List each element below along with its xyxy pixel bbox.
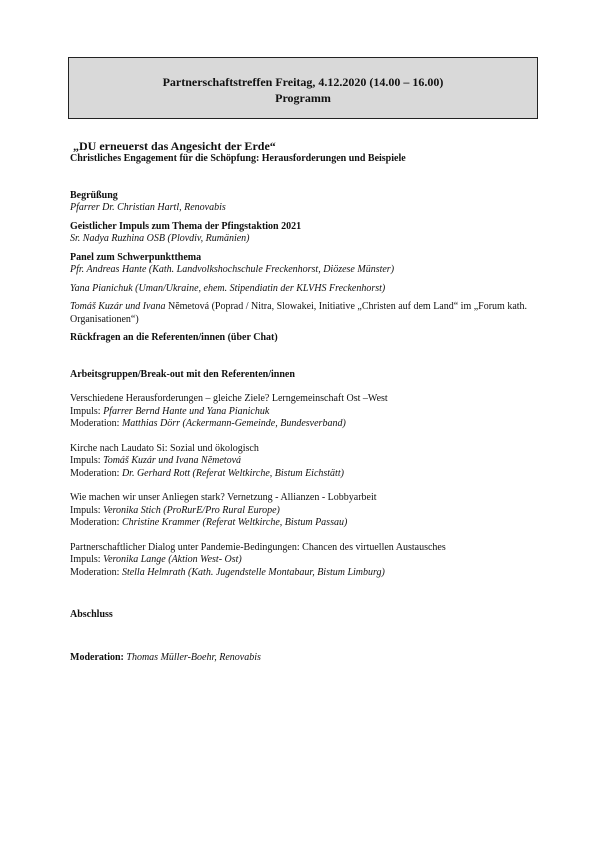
workgroup-topic: Partnerschaftlicher Dialog unter Pandemie-Bedingungen: Chancen des virtuellen Austausches bbox=[70, 541, 446, 553]
workgroup-moderation bbox=[70, 517, 550, 530]
workgroup-moderation bbox=[70, 418, 550, 431]
motto-title: „DU erneuerst das Angesicht der Erde“ bbox=[73, 139, 276, 153]
impulse-heading: Geistlicher Impuls zum Thema der Pfingstaktion 2021 bbox=[70, 220, 302, 232]
workgroup-1 bbox=[70, 393, 550, 431]
moderation-name: Matthias Dörr (Ackermann-Gemeinde, Bundesverband) bbox=[121, 418, 346, 429]
moderation-label: Moderation: bbox=[70, 566, 122, 578]
impulse-name: Tomáš Kuzár und Ivana Nĕmetová bbox=[103, 455, 242, 466]
impulse-name: Veronika Stich (ProRurE/Pro Rural Europe) bbox=[103, 504, 280, 516]
workgroup-impulse bbox=[70, 505, 550, 518]
program-header-box bbox=[68, 57, 538, 119]
panel-participant-3 bbox=[70, 301, 550, 326]
impulse-name: Veronika Lange (Aktion West- Ost) bbox=[103, 554, 242, 565]
impulse-label: Impuls: bbox=[70, 504, 104, 516]
workgroup-topic: Kirche nach Laudato Si: Sozial und ökologisch bbox=[70, 442, 259, 454]
workgroup-moderation bbox=[70, 468, 550, 481]
panel-participant-3-details: Nĕmetová (Poprad / Nitra, Slowakei, Initiative „Christen auf dem Land“ im „Forum kath. Organisationen“) bbox=[70, 301, 528, 325]
workgroup-4 bbox=[70, 542, 550, 580]
workgroup-topic: Wie machen wir unser Anliegen stark? Vernetzung - Allianzen - Lobbyarbeit bbox=[70, 492, 377, 503]
impulse-name: Pfarrer Bernd Hante und Yana Pianichuk bbox=[103, 405, 270, 417]
panel-heading: Panel zum Schwerpunktthema bbox=[70, 251, 202, 263]
moderation-label: Moderation: bbox=[70, 418, 122, 429]
workgroup-impulse bbox=[70, 406, 550, 419]
moderation-name: Dr. Gerhard Rott (Referat Weltkirche, Bistum Eichstätt) bbox=[121, 467, 344, 479]
welcome-speaker: Pfarrer Dr. Christian Hartl, Renovabis bbox=[70, 202, 226, 213]
panel-participant-2: Yana Pianichuk (Uman/Ukraine, ehem. Stipendiatin der KLVHS Freckenhorst) bbox=[70, 282, 386, 294]
workgroup-impulse bbox=[70, 554, 550, 567]
overall-moderation bbox=[70, 652, 550, 665]
header-subtitle: Programm bbox=[275, 91, 331, 105]
program-content bbox=[70, 140, 550, 664]
overall-moderation-name: Thomas Müller-Boehr, Renovabis bbox=[126, 651, 261, 663]
workgroup-topic: Verschiedene Herausforderungen – gleiche Ziele? Lerngemeinschaft Ost –West bbox=[70, 393, 388, 404]
workgroup-3 bbox=[70, 492, 550, 530]
questions-heading: Rückfragen an die Referenten/innen (über Chat) bbox=[70, 332, 278, 343]
impulse-label: Impuls: bbox=[70, 554, 104, 565]
impulse-label: Impuls: bbox=[70, 405, 104, 417]
workgroup-impulse bbox=[70, 455, 550, 468]
impulse-speaker: Sr. Nadya Ruzhina OSB (Plovdiv, Rumänien) bbox=[70, 233, 250, 244]
panel-participant-1: Pfr. Andreas Hante (Kath. Landvolkshochschule Freckenhorst, Diözese Münster) bbox=[70, 264, 395, 275]
moderation-label: Moderation: bbox=[70, 517, 122, 528]
motto-subtitle: Christliches Engagement für die Schöpfung: Herausforderungen und Beispiele bbox=[70, 153, 406, 164]
overall-moderation-label: Moderation: bbox=[70, 651, 127, 663]
workgroup-moderation bbox=[70, 567, 550, 580]
impulse-label: Impuls: bbox=[70, 455, 104, 466]
header-title: Partnerschaftstreffen Freitag, 4.12.2020 (14.00 – 16.00) bbox=[162, 75, 444, 89]
moderation-label: Moderation: bbox=[70, 467, 122, 479]
moderation-name: Christine Krammer (Referat Weltkirche, Bistum Passau) bbox=[121, 517, 348, 528]
workgroup-2 bbox=[70, 443, 550, 481]
workgroups-heading: Arbeitsgruppen/Break-out mit den Referenten/innen bbox=[70, 368, 295, 380]
closing-heading: Abschluss bbox=[70, 609, 113, 620]
welcome-heading: Begrüßung bbox=[70, 189, 118, 201]
moderation-name: Stella Helmrath (Kath. Jugendstelle Montabaur, Bistum Limburg) bbox=[121, 566, 385, 578]
panel-participant-3-names: Tomáš Kuzár und Ivana bbox=[70, 301, 166, 312]
